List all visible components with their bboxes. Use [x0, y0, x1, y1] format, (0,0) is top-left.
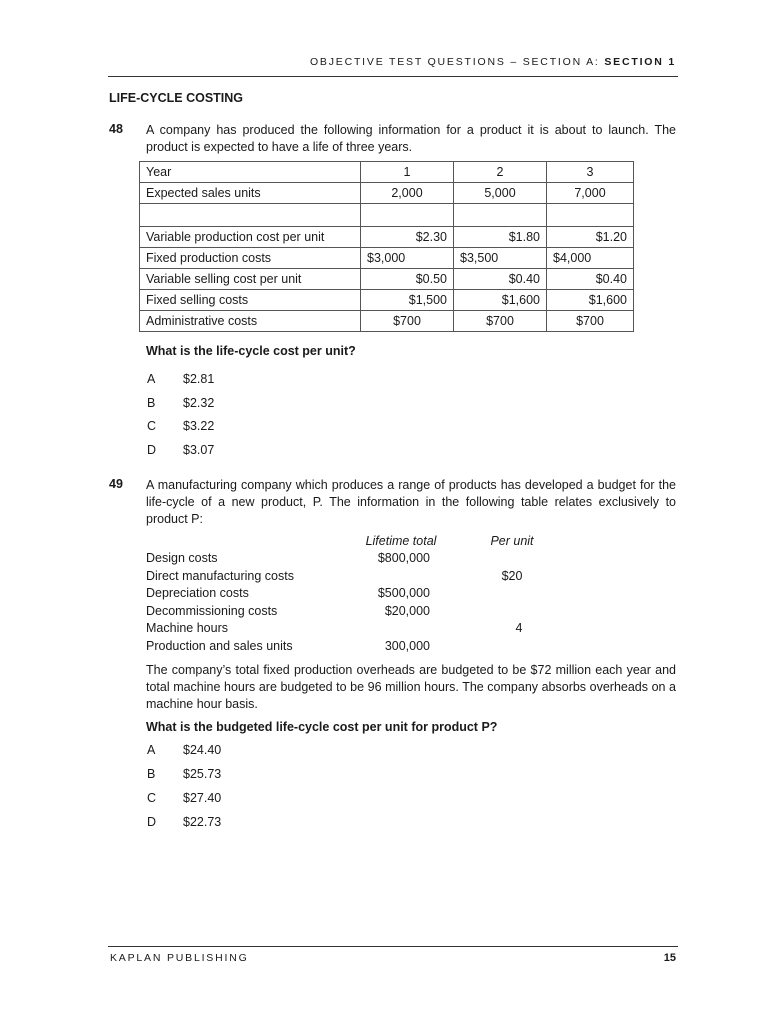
question-48-prompt: What is the life-cycle cost per unit? — [146, 344, 356, 358]
table-cell: $1,600 — [454, 290, 547, 311]
question-number-48: 48 — [109, 122, 123, 136]
table-cell: 7,000 — [547, 183, 634, 204]
table-row — [140, 311, 634, 332]
table-row — [140, 269, 634, 290]
option-value: $24.40 — [183, 743, 222, 757]
table-cell: $0.40 — [547, 269, 634, 290]
table-cell: $4,000 — [547, 248, 634, 269]
option-value: $27.40 — [183, 791, 222, 805]
option-value: $22.73 — [183, 815, 222, 829]
table-cell: $1,600 — [547, 290, 634, 311]
footer-rule — [108, 946, 678, 947]
question-49-text: A manufacturing company which produces a range of products has developed a budget for the life-cycle of a new product, P. The information in the following table relates exclusively to product P: — [146, 478, 676, 526]
question-49-table — [146, 534, 676, 659]
running-head-text: OBJECTIVE TEST QUESTIONS – SECTION A: — [309, 56, 600, 68]
row-label: Direct manufacturing costs — [146, 569, 294, 583]
table-cell: $3,000 — [361, 248, 454, 269]
question-48-text: A company has produced the following information for a product it is about to launch. The product is expected to have a life of three years. — [146, 123, 676, 154]
running-header — [310, 56, 676, 68]
column-header-lifetime: Lifetime total — [365, 534, 437, 548]
row-label: Decommissioning costs — [146, 604, 278, 618]
row-label: Production and sales units — [146, 639, 293, 653]
option-value: $25.73 — [183, 767, 222, 781]
table-cell — [140, 204, 361, 227]
column-header-per-unit: Per unit — [490, 534, 534, 548]
option-value: $2.81 — [183, 372, 215, 386]
table-cell: $700 — [454, 311, 547, 332]
row-label: Design costs — [146, 551, 218, 565]
question-number-49: 49 — [109, 477, 123, 491]
table-row — [140, 162, 634, 183]
table-cell: $1.20 — [547, 227, 634, 248]
row-label: Machine hours — [146, 621, 228, 635]
table-row — [146, 586, 676, 600]
section-title: LIFE-CYCLE COSTING — [109, 91, 244, 105]
running-head-section: SECTION 1 — [604, 56, 676, 68]
table-cell: Expected sales units — [140, 183, 361, 204]
option-letter: A — [147, 372, 156, 386]
table-cell: Administrative costs — [140, 311, 361, 332]
table-row — [146, 569, 676, 583]
table-cell: Variable selling cost per unit — [140, 269, 361, 290]
table-row — [140, 183, 634, 204]
table-row — [146, 551, 676, 565]
row-label: Depreciation costs — [146, 586, 249, 600]
table-cell: $3,500 — [454, 248, 547, 269]
table-row — [140, 290, 634, 311]
table-cell: Year — [140, 162, 361, 183]
table-cell: $700 — [547, 311, 634, 332]
table-row — [146, 621, 676, 635]
option-letter: D — [147, 443, 157, 457]
option-letter: D — [147, 815, 157, 829]
option-letter: B — [147, 767, 156, 781]
table-row — [140, 204, 634, 227]
table-cell: Variable production cost per unit — [140, 227, 361, 248]
lifetime-value: $800,000 — [377, 551, 430, 565]
table-cell: $1,500 — [361, 290, 454, 311]
table-cell: 1 — [361, 162, 454, 183]
table-cell: $700 — [361, 311, 454, 332]
table-cell: 2,000 — [361, 183, 454, 204]
table-cell: $1.80 — [454, 227, 547, 248]
lifetime-value: 300,000 — [384, 639, 430, 653]
table-cell: $0.50 — [361, 269, 454, 290]
header-rule — [108, 76, 678, 77]
table-cell: Fixed production costs — [140, 248, 361, 269]
page-number: 15 — [663, 952, 676, 964]
table-cell: Fixed selling costs — [140, 290, 361, 311]
table-cell — [454, 204, 547, 227]
question-49-text-2: The company’s total fixed production overheads are budgeted to be $72 million each year and total machine hours are budgeted to be 96 million hours. The company absorbs overheads on a machine hour basis. — [146, 663, 676, 711]
per-unit-value: $20 — [501, 569, 523, 583]
table-cell: 3 — [547, 162, 634, 183]
option-letter: C — [147, 791, 157, 805]
question-49-prompt: What is the budgeted life-cycle cost per unit for product P? — [146, 720, 498, 734]
option-value: $3.22 — [183, 419, 215, 433]
lifetime-value: $20,000 — [384, 604, 430, 618]
table-row — [146, 639, 676, 653]
option-letter: C — [147, 419, 157, 433]
table-cell: $2.30 — [361, 227, 454, 248]
table-cell: 5,000 — [454, 183, 547, 204]
option-letter: B — [147, 396, 156, 410]
table-cell: $0.40 — [454, 269, 547, 290]
lifetime-value: $500,000 — [377, 586, 430, 600]
option-value: $3.07 — [183, 443, 215, 457]
footer-publisher: KAPLAN PUBLISHING — [110, 952, 249, 964]
table-cell — [547, 204, 634, 227]
table-cell: 2 — [454, 162, 547, 183]
option-letter: A — [147, 743, 156, 757]
question-48-table — [139, 161, 634, 332]
per-unit-value: 4 — [515, 621, 523, 635]
table-row — [146, 604, 676, 618]
table-row — [140, 248, 634, 269]
table-row — [140, 227, 634, 248]
table-cell — [361, 204, 454, 227]
option-value: $2.32 — [183, 396, 215, 410]
